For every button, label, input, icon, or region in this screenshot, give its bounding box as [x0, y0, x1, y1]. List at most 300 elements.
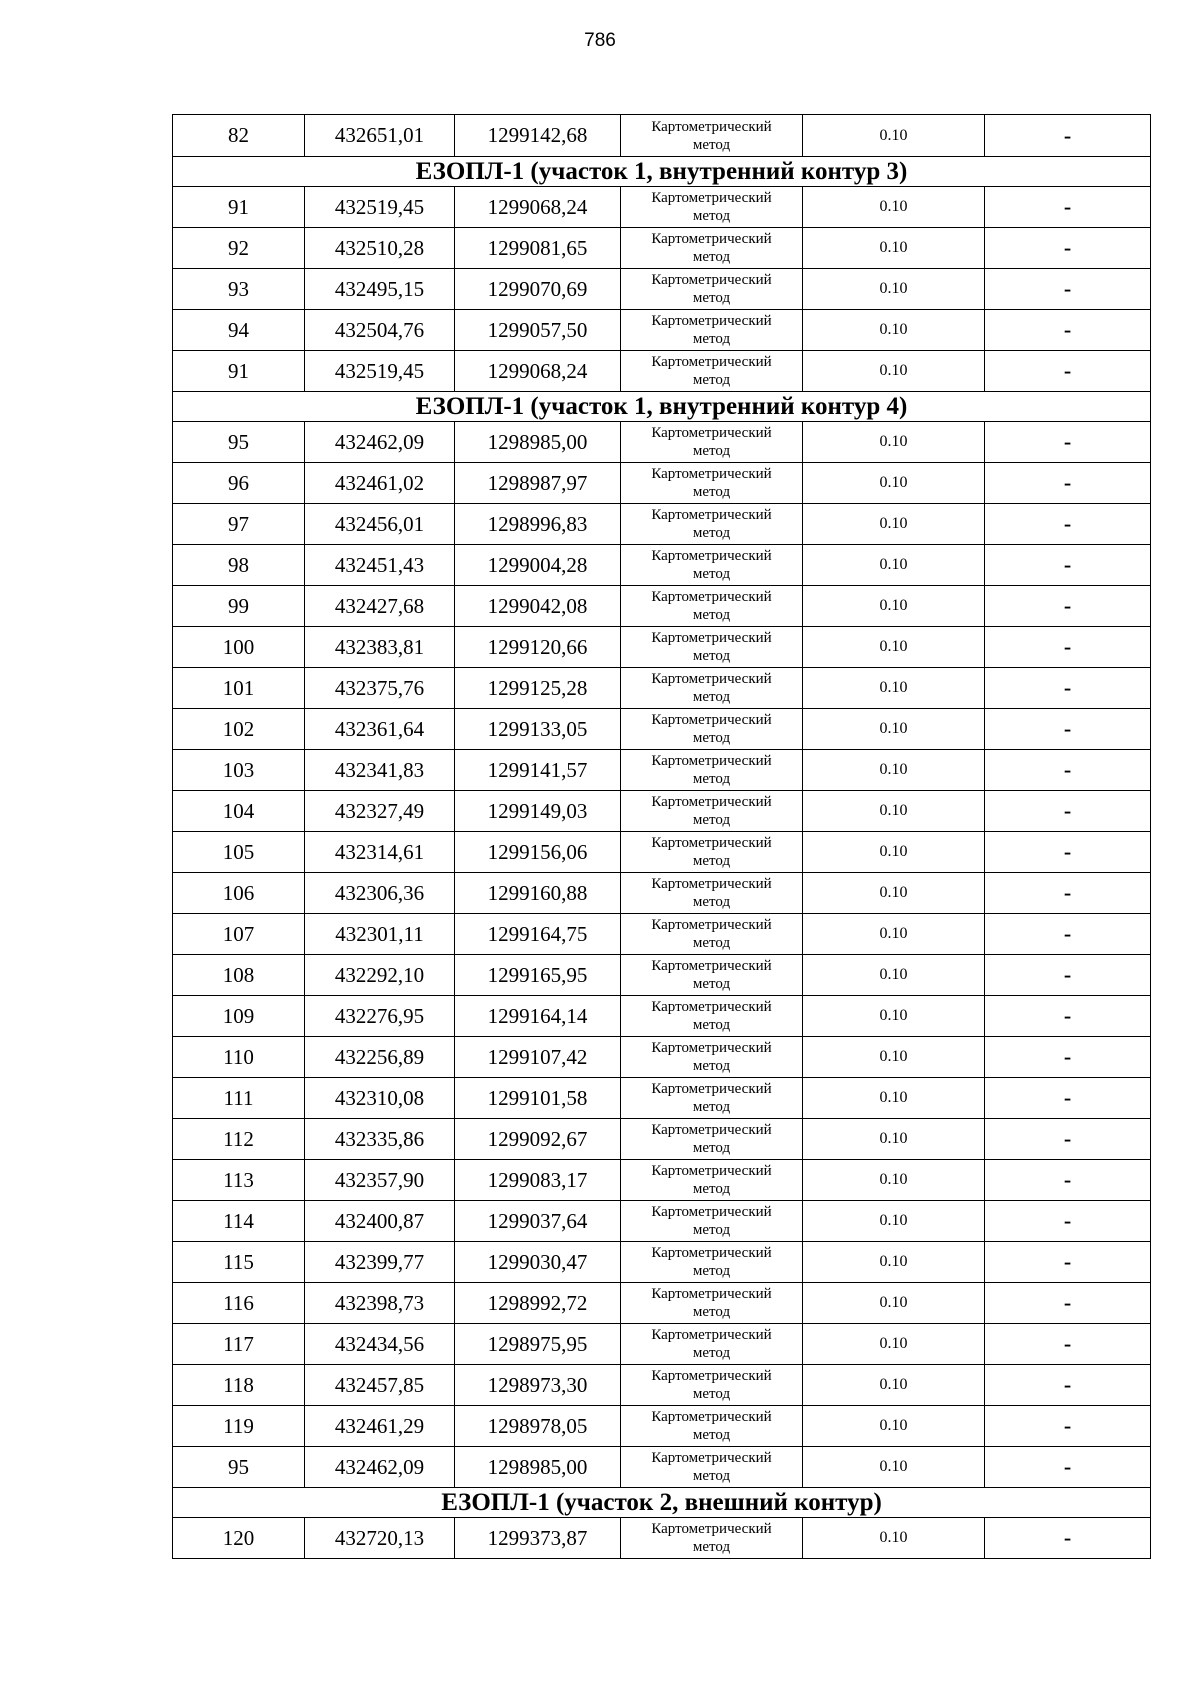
point-number-cell: 102 [173, 709, 305, 750]
coordinate-x-cell: 432457,85 [305, 1365, 455, 1406]
description-cell: - [985, 668, 1151, 709]
coordinate-y-cell: 1299165,95 [455, 955, 621, 996]
coordinates-table-body [173, 115, 1151, 1559]
point-number-cell: 115 [173, 1242, 305, 1283]
coordinate-y-cell: 1299068,24 [455, 187, 621, 228]
coordinate-y-cell: 1299037,64 [455, 1201, 621, 1242]
method-cell [621, 422, 803, 463]
method-cell [621, 627, 803, 668]
description-cell: - [985, 463, 1151, 504]
method-line-2: метод [692, 607, 731, 623]
point-number-cell: 120 [173, 1518, 305, 1559]
method-line-1: Картометрический [651, 313, 772, 329]
table-row [173, 1447, 1151, 1488]
accuracy-cell: 0.10 [803, 996, 985, 1037]
method-line-2: метод [692, 290, 731, 306]
section-header-row [173, 392, 1151, 422]
method-line-2: метод [692, 1345, 731, 1361]
description-cell: - [985, 1201, 1151, 1242]
description-cell: - [985, 269, 1151, 310]
table-row [173, 750, 1151, 791]
method-cell [621, 668, 803, 709]
coordinate-x-cell: 432301,11 [305, 914, 455, 955]
method-line-1: Картометрический [651, 876, 772, 892]
method-line-2: метод [692, 812, 731, 828]
method-cell [621, 1365, 803, 1406]
description-cell: - [985, 955, 1151, 996]
method-line-1: Картометрический [651, 507, 772, 523]
method-cell [621, 1324, 803, 1365]
coordinate-x-cell: 432434,56 [305, 1324, 455, 1365]
coordinate-x-cell: 432399,77 [305, 1242, 455, 1283]
table-row [173, 187, 1151, 228]
method-cell [621, 955, 803, 996]
method-line-2: метод [692, 484, 731, 500]
table-row [173, 1365, 1151, 1406]
method-line-2: метод [692, 525, 731, 541]
method-line-2: метод [692, 976, 731, 992]
accuracy-cell: 0.10 [803, 504, 985, 545]
coordinate-y-cell: 1298987,97 [455, 463, 621, 504]
coordinate-x-cell: 432398,73 [305, 1283, 455, 1324]
method-line-2: метод [692, 1304, 731, 1320]
method-line-2: метод [692, 1017, 731, 1033]
method-line-2: метод [692, 1263, 731, 1279]
point-number-cell: 112 [173, 1119, 305, 1160]
method-cell [621, 1518, 803, 1559]
coordinate-x-cell: 432375,76 [305, 668, 455, 709]
method-line-1: Картометрический [651, 466, 772, 482]
description-cell: - [985, 187, 1151, 228]
coordinate-x-cell: 432400,87 [305, 1201, 455, 1242]
point-number-cell: 92 [173, 228, 305, 269]
accuracy-cell: 0.10 [803, 1201, 985, 1242]
description-cell: - [985, 791, 1151, 832]
table-row [173, 1160, 1151, 1201]
method-line-1: Картометрический [651, 958, 772, 974]
accuracy-cell: 0.10 [803, 310, 985, 351]
coordinate-y-cell: 1298978,05 [455, 1406, 621, 1447]
coordinate-y-cell: 1299160,88 [455, 873, 621, 914]
method-line-1: Картометрический [651, 712, 772, 728]
table-row [173, 586, 1151, 627]
point-number-cell: 108 [173, 955, 305, 996]
coordinate-x-cell: 432341,83 [305, 750, 455, 791]
table-row [173, 1119, 1151, 1160]
method-line-2: метод [692, 1427, 731, 1443]
method-cell [621, 545, 803, 586]
method-cell [621, 914, 803, 955]
point-number-cell: 103 [173, 750, 305, 791]
method-cell [621, 586, 803, 627]
coordinate-x-cell: 432519,45 [305, 187, 455, 228]
table-row [173, 310, 1151, 351]
method-line-1: Картометрический [651, 190, 772, 206]
description-cell: - [985, 627, 1151, 668]
coordinate-y-cell: 1299083,17 [455, 1160, 621, 1201]
method-line-1: Картометрический [651, 917, 772, 933]
method-line-2: метод [692, 1099, 731, 1115]
method-cell [621, 1078, 803, 1119]
coordinate-x-cell: 432327,49 [305, 791, 455, 832]
method-line-1: Картометрический [651, 1122, 772, 1138]
accuracy-cell: 0.10 [803, 750, 985, 791]
method-line-1: Картометрический [651, 589, 772, 605]
point-number-cell: 95 [173, 1447, 305, 1488]
table-row [173, 1242, 1151, 1283]
accuracy-cell: 0.10 [803, 832, 985, 873]
method-line-2: метод [692, 853, 731, 869]
method-cell [621, 996, 803, 1037]
accuracy-cell: 0.10 [803, 627, 985, 668]
method-line-1: Картометрический [651, 794, 772, 810]
table-row [173, 1324, 1151, 1365]
section-header-row [173, 157, 1151, 187]
method-line-1: Картометрический [651, 425, 772, 441]
description-cell: - [985, 228, 1151, 269]
method-line-1: Картометрический [651, 1368, 772, 1384]
method-line-2: метод [692, 208, 731, 224]
method-line-1: Картометрический [651, 118, 772, 135]
coordinate-x-cell: 432510,28 [305, 228, 455, 269]
table-row [173, 545, 1151, 586]
accuracy-cell: 0.10 [803, 228, 985, 269]
coordinate-y-cell: 1299057,50 [455, 310, 621, 351]
method-line-2: метод [692, 730, 731, 746]
accuracy-cell: 0.10 [803, 1037, 985, 1078]
section-title: ЕЗОПЛ-1 (участок 1, внутренний контур 3) [173, 157, 1151, 187]
point-number-cell: 97 [173, 504, 305, 545]
coordinate-y-cell: 1299004,28 [455, 545, 621, 586]
method-line-2: метод [692, 372, 731, 388]
description-cell: - [985, 1037, 1151, 1078]
accuracy-cell: 0.10 [803, 873, 985, 914]
coordinate-y-cell: 1299092,67 [455, 1119, 621, 1160]
coordinate-y-cell: 1298975,95 [455, 1324, 621, 1365]
method-line-2: метод [692, 1140, 731, 1156]
accuracy-cell: 0.10 [803, 914, 985, 955]
method-line-1: Картометрический [651, 1081, 772, 1097]
method-cell [621, 310, 803, 351]
coordinate-y-cell: 1299141,57 [455, 750, 621, 791]
coordinate-x-cell: 432306,36 [305, 873, 455, 914]
method-line-2: метод [692, 1468, 731, 1484]
table-row [173, 955, 1151, 996]
coordinate-y-cell: 1298996,83 [455, 504, 621, 545]
description-cell: - [985, 1365, 1151, 1406]
description-cell: - [985, 1324, 1151, 1365]
coordinate-x-cell: 432451,43 [305, 545, 455, 586]
coordinate-y-cell: 1299142,68 [455, 115, 621, 157]
method-line-1: Картометрический [651, 1521, 772, 1537]
method-cell [621, 463, 803, 504]
coordinate-y-cell: 1298973,30 [455, 1365, 621, 1406]
method-line-1: Картометрический [651, 231, 772, 247]
method-line-2: метод [692, 1222, 731, 1238]
coordinate-y-cell: 1298985,00 [455, 422, 621, 463]
method-cell [621, 1406, 803, 1447]
method-cell [621, 1037, 803, 1078]
method-line-1: Картометрический [651, 1245, 772, 1261]
table-row [173, 832, 1151, 873]
coordinate-x-cell: 432461,02 [305, 463, 455, 504]
description-cell: - [985, 310, 1151, 351]
accuracy-cell: 0.10 [803, 668, 985, 709]
method-line-2: метод [692, 1386, 731, 1402]
accuracy-cell: 0.10 [803, 1447, 985, 1488]
point-number-cell: 114 [173, 1201, 305, 1242]
coordinate-y-cell: 1299373,87 [455, 1518, 621, 1559]
accuracy-cell: 0.10 [803, 351, 985, 392]
method-cell [621, 115, 803, 157]
coordinate-y-cell: 1299156,06 [455, 832, 621, 873]
coordinate-y-cell: 1299081,65 [455, 228, 621, 269]
method-line-2: метод [692, 443, 731, 459]
description-cell: - [985, 873, 1151, 914]
method-cell [621, 504, 803, 545]
point-number-cell: 113 [173, 1160, 305, 1201]
description-cell: - [985, 1447, 1151, 1488]
point-number-cell: 109 [173, 996, 305, 1037]
coordinate-x-cell: 432720,13 [305, 1518, 455, 1559]
method-line-2: метод [692, 136, 731, 153]
accuracy-cell: 0.10 [803, 1242, 985, 1283]
method-line-2: метод [692, 1058, 731, 1074]
coordinate-y-cell: 1299125,28 [455, 668, 621, 709]
method-line-1: Картометрический [651, 1409, 772, 1425]
method-line-1: Картометрический [651, 630, 772, 646]
point-number-cell: 98 [173, 545, 305, 586]
method-line-2: метод [692, 648, 731, 664]
method-cell [621, 187, 803, 228]
method-cell [621, 873, 803, 914]
description-cell: - [985, 545, 1151, 586]
coordinate-x-cell: 432383,81 [305, 627, 455, 668]
method-cell [621, 832, 803, 873]
coordinate-y-cell: 1299068,24 [455, 351, 621, 392]
coordinates-table [172, 114, 1151, 1559]
section-title: ЕЗОПЛ-1 (участок 1, внутренний контур 4) [173, 392, 1151, 422]
table-row [173, 668, 1151, 709]
accuracy-cell: 0.10 [803, 187, 985, 228]
point-number-cell: 99 [173, 586, 305, 627]
description-cell: - [985, 1242, 1151, 1283]
method-cell [621, 351, 803, 392]
accuracy-cell: 0.10 [803, 1365, 985, 1406]
point-number-cell: 91 [173, 351, 305, 392]
method-cell [621, 750, 803, 791]
coordinate-y-cell: 1299070,69 [455, 269, 621, 310]
coordinate-x-cell: 432335,86 [305, 1119, 455, 1160]
coordinate-y-cell: 1298992,72 [455, 1283, 621, 1324]
method-cell [621, 791, 803, 832]
method-cell [621, 269, 803, 310]
coordinate-x-cell: 432456,01 [305, 504, 455, 545]
description-cell: - [985, 996, 1151, 1037]
method-cell [621, 709, 803, 750]
point-number-cell: 105 [173, 832, 305, 873]
description-cell: - [985, 1160, 1151, 1201]
accuracy-cell: 0.10 [803, 586, 985, 627]
page-number: 786 [584, 30, 616, 51]
method-cell [621, 1119, 803, 1160]
coordinate-y-cell: 1299133,05 [455, 709, 621, 750]
method-line-1: Картометрический [651, 753, 772, 769]
point-number-cell: 116 [173, 1283, 305, 1324]
method-cell [621, 1447, 803, 1488]
accuracy-cell: 0.10 [803, 1518, 985, 1559]
method-line-1: Картометрический [651, 1327, 772, 1343]
method-line-2: метод [692, 894, 731, 910]
coordinate-x-cell: 432292,10 [305, 955, 455, 996]
method-line-2: метод [692, 689, 731, 705]
description-cell: - [985, 351, 1151, 392]
accuracy-cell: 0.10 [803, 1283, 985, 1324]
method-line-2: метод [692, 566, 731, 582]
table-row [173, 351, 1151, 392]
accuracy-cell: 0.10 [803, 1406, 985, 1447]
coordinate-x-cell: 432310,08 [305, 1078, 455, 1119]
coordinate-x-cell: 432427,68 [305, 586, 455, 627]
accuracy-cell: 0.10 [803, 1119, 985, 1160]
table-row [173, 1406, 1151, 1447]
coordinate-x-cell: 432651,01 [305, 115, 455, 157]
method-line-2: метод [692, 1539, 731, 1555]
point-number-cell: 110 [173, 1037, 305, 1078]
table-row [173, 1037, 1151, 1078]
coordinate-x-cell: 432256,89 [305, 1037, 455, 1078]
method-line-1: Картометрический [651, 1040, 772, 1056]
method-line-1: Картометрический [651, 548, 772, 564]
method-line-1: Картометрический [651, 835, 772, 851]
method-line-2: метод [692, 771, 731, 787]
description-cell: - [985, 709, 1151, 750]
table-row [173, 873, 1151, 914]
accuracy-cell: 0.10 [803, 1078, 985, 1119]
coordinate-x-cell: 432495,15 [305, 269, 455, 310]
point-number-cell: 117 [173, 1324, 305, 1365]
section-title: ЕЗОПЛ-1 (участок 2, внешний контур) [173, 1488, 1151, 1518]
point-number-cell: 104 [173, 791, 305, 832]
point-number-cell: 95 [173, 422, 305, 463]
coordinate-y-cell: 1299101,58 [455, 1078, 621, 1119]
table-row [173, 791, 1151, 832]
point-number-cell: 107 [173, 914, 305, 955]
point-number-cell: 91 [173, 187, 305, 228]
table-row [173, 422, 1151, 463]
coordinate-y-cell: 1299107,42 [455, 1037, 621, 1078]
description-cell: - [985, 115, 1151, 157]
method-cell [621, 228, 803, 269]
table-row [173, 996, 1151, 1037]
table-row [173, 269, 1151, 310]
point-number-cell: 106 [173, 873, 305, 914]
description-cell: - [985, 914, 1151, 955]
point-number-cell: 101 [173, 668, 305, 709]
coordinate-y-cell: 1299120,66 [455, 627, 621, 668]
table-row [173, 115, 1151, 157]
section-header-row [173, 1488, 1151, 1518]
coordinate-y-cell: 1299164,75 [455, 914, 621, 955]
accuracy-cell: 0.10 [803, 955, 985, 996]
method-line-2: метод [692, 935, 731, 951]
accuracy-cell: 0.10 [803, 269, 985, 310]
description-cell: - [985, 504, 1151, 545]
method-line-1: Картометрический [651, 999, 772, 1015]
method-line-2: метод [692, 1181, 731, 1197]
accuracy-cell: 0.10 [803, 463, 985, 504]
point-number-cell: 93 [173, 269, 305, 310]
table-row [173, 1201, 1151, 1242]
description-cell: - [985, 1283, 1151, 1324]
method-cell [621, 1160, 803, 1201]
description-cell: - [985, 1406, 1151, 1447]
method-line-1: Картометрический [651, 1286, 772, 1302]
description-cell: - [985, 1078, 1151, 1119]
description-cell: - [985, 832, 1151, 873]
description-cell: - [985, 1518, 1151, 1559]
accuracy-cell: 0.10 [803, 1160, 985, 1201]
description-cell: - [985, 422, 1151, 463]
coordinate-x-cell: 432519,45 [305, 351, 455, 392]
coordinate-x-cell: 432314,61 [305, 832, 455, 873]
coordinate-x-cell: 432461,29 [305, 1406, 455, 1447]
table-row [173, 463, 1151, 504]
table-row [173, 1078, 1151, 1119]
coordinate-x-cell: 432462,09 [305, 1447, 455, 1488]
coordinate-y-cell: 1299149,03 [455, 791, 621, 832]
method-line-1: Картометрический [651, 1163, 772, 1179]
method-line-2: метод [692, 331, 731, 347]
description-cell: - [985, 586, 1151, 627]
coordinate-x-cell: 432504,76 [305, 310, 455, 351]
method-cell [621, 1283, 803, 1324]
coordinate-x-cell: 432357,90 [305, 1160, 455, 1201]
point-number-cell: 82 [173, 115, 305, 157]
accuracy-cell: 0.10 [803, 545, 985, 586]
method-line-2: метод [692, 249, 731, 265]
method-line-1: Картометрический [651, 671, 772, 687]
description-cell: - [985, 750, 1151, 791]
table-row [173, 914, 1151, 955]
point-number-cell: 100 [173, 627, 305, 668]
accuracy-cell: 0.10 [803, 709, 985, 750]
coordinate-x-cell: 432361,64 [305, 709, 455, 750]
table-row [173, 627, 1151, 668]
coordinate-y-cell: 1299030,47 [455, 1242, 621, 1283]
method-line-1: Картометрический [651, 1204, 772, 1220]
method-cell [621, 1201, 803, 1242]
accuracy-cell: 0.10 [803, 115, 985, 157]
coordinate-x-cell: 432276,95 [305, 996, 455, 1037]
description-cell: - [985, 1119, 1151, 1160]
accuracy-cell: 0.10 [803, 422, 985, 463]
coordinate-y-cell: 1299042,08 [455, 586, 621, 627]
coordinate-x-cell: 432462,09 [305, 422, 455, 463]
accuracy-cell: 0.10 [803, 791, 985, 832]
point-number-cell: 94 [173, 310, 305, 351]
method-cell [621, 1242, 803, 1283]
point-number-cell: 118 [173, 1365, 305, 1406]
point-number-cell: 111 [173, 1078, 305, 1119]
method-line-1: Картометрический [651, 1450, 772, 1466]
table-row [173, 709, 1151, 750]
accuracy-cell: 0.10 [803, 1324, 985, 1365]
coordinate-y-cell: 1298985,00 [455, 1447, 621, 1488]
table-row [173, 1283, 1151, 1324]
method-line-1: Картометрический [651, 272, 772, 288]
table-row [173, 504, 1151, 545]
